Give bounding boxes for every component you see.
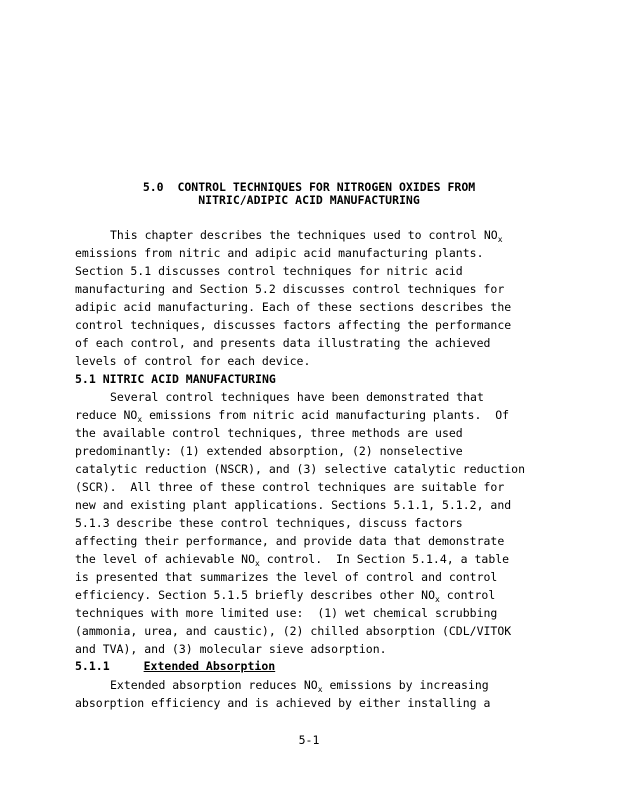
- section-5-1-line: [75, 588, 495, 602]
- section-5-1-1-title: Extended Absorption: [143, 659, 276, 673]
- intro-line: [75, 318, 511, 332]
- section-5-1-line: [75, 642, 387, 656]
- chapter-title-text-1: CONTROL TECHNIQUES FOR NITROGEN OXIDES FROM: [177, 180, 476, 194]
- subscript: x: [255, 559, 260, 568]
- subscript: x: [317, 685, 323, 694]
- section-5-1-number: 5.1: [75, 372, 96, 386]
- intro-text: emissions from nitric and adipic acid manufacturing plants.: [75, 246, 484, 260]
- section-5-1-text: the level of achievable NO: [75, 552, 256, 566]
- intro-text: Section 5.1 discusses control techniques for nitric acid: [75, 264, 463, 278]
- section-5-1-line: [75, 498, 511, 512]
- section-5-1-1-text: Extended absorption reduces NO: [110, 678, 318, 692]
- subscript: x: [137, 415, 143, 424]
- section-5-1-text: techniques with more limited use: (1) wet chemical scrubbing: [75, 606, 498, 620]
- section-5-1-line: [75, 426, 463, 440]
- intro-text: of each control, and presents data illustrating the achieved: [75, 336, 491, 350]
- intro-line: [75, 246, 484, 260]
- section-5-1-line: [75, 534, 504, 548]
- section-5-1-text: (ammonia, urea, and caustic), (2) chilled absorption (CDL/VITOK: [75, 624, 512, 638]
- chapter-title-line-2: NITRIC/ADIPIC ACID MANUFACTURING: [198, 193, 420, 207]
- section-5-1-line: [110, 390, 484, 404]
- section-5-1-1-line: [75, 696, 490, 710]
- chapter-number: 5.0: [142, 180, 164, 194]
- section-5-1-text: new and existing plant applications. Sections 5.1.1, 5.1.2, and: [75, 498, 512, 512]
- section-5-1-text: is presented that summarizes the level of control and control: [75, 570, 498, 584]
- intro-text: manufacturing and Section 5.2 discusses control techniques for: [75, 282, 505, 296]
- section-5-1-text: affecting their performance, and provide data that demonstrate: [75, 534, 505, 548]
- subscript: x: [497, 235, 503, 244]
- intro-line: [75, 300, 511, 314]
- section-5-1-line: [75, 552, 509, 566]
- intro-line: [75, 282, 504, 296]
- intro-line: [75, 354, 310, 368]
- section-5-1-1-text: absorption efficiency and is achieved by either installing a: [75, 696, 491, 710]
- intro-line: [110, 228, 503, 242]
- intro-line: [75, 336, 490, 350]
- section-5-1-line: [75, 624, 511, 638]
- section-5-1-text: Several control techniques have been demonstrated that: [110, 390, 484, 404]
- intro-text: control techniques, discusses factors affecting the performance: [75, 318, 512, 332]
- section-5-1-line: [75, 480, 504, 494]
- section-5-1-text-cont: control: [439, 588, 496, 602]
- section-5-1-line: [75, 462, 525, 476]
- section-5-1-text: and TVA), and (3) molecular sieve adsorption.: [75, 642, 387, 656]
- section-5-1-text: efficiency. Section 5.1.5 briefly describes other NO: [75, 588, 436, 602]
- section-5-1-line: [75, 570, 497, 584]
- subscript: x: [435, 595, 440, 604]
- section-5-1-line: [75, 444, 463, 458]
- section-5-1-text: predominantly: (1) extended absorption, (2) nonselective: [75, 444, 463, 458]
- section-5-1-line: [75, 408, 509, 422]
- intro-text: This chapter describes the techniques used to control NO: [110, 228, 498, 242]
- section-5-1-heading: [75, 372, 276, 386]
- section-5-1-line: [75, 516, 463, 530]
- section-5-1-text: reduce NO: [75, 408, 138, 422]
- section-5-1-text: the available control techniques, three methods are used: [75, 426, 463, 440]
- section-5-1-line: [75, 606, 497, 620]
- intro-text: adipic acid manufacturing. Each of these sections describes the: [75, 300, 512, 314]
- section-5-1-title: NITRIC ACID MANUFACTURING: [102, 372, 276, 386]
- chapter-title-line-1: [0, 180, 618, 194]
- section-5-1-1-number: 5.1.1: [75, 659, 110, 673]
- section-5-1-1-heading: [75, 659, 275, 673]
- section-5-1-text: (SCR). All three of these control techniques are suitable for: [75, 480, 505, 494]
- page-number: 5-1: [298, 733, 320, 747]
- section-5-1-text: catalytic reduction (NSCR), and (3) selective catalytic reduction: [75, 462, 526, 476]
- section-5-1-text-cont: emissions from nitric acid manufacturing plants. Of: [142, 408, 510, 422]
- section-5-1-1-line: [110, 678, 489, 692]
- intro-line: [75, 264, 463, 278]
- section-5-1-text: 5.1.3 describe these control techniques, discuss factors: [75, 516, 463, 530]
- section-5-1-1-text-cont: emissions by increasing: [322, 678, 489, 692]
- section-5-1-text-cont: control. In Section 5.1.4, a table: [259, 552, 510, 566]
- intro-text: levels of control for each device.: [75, 354, 311, 368]
